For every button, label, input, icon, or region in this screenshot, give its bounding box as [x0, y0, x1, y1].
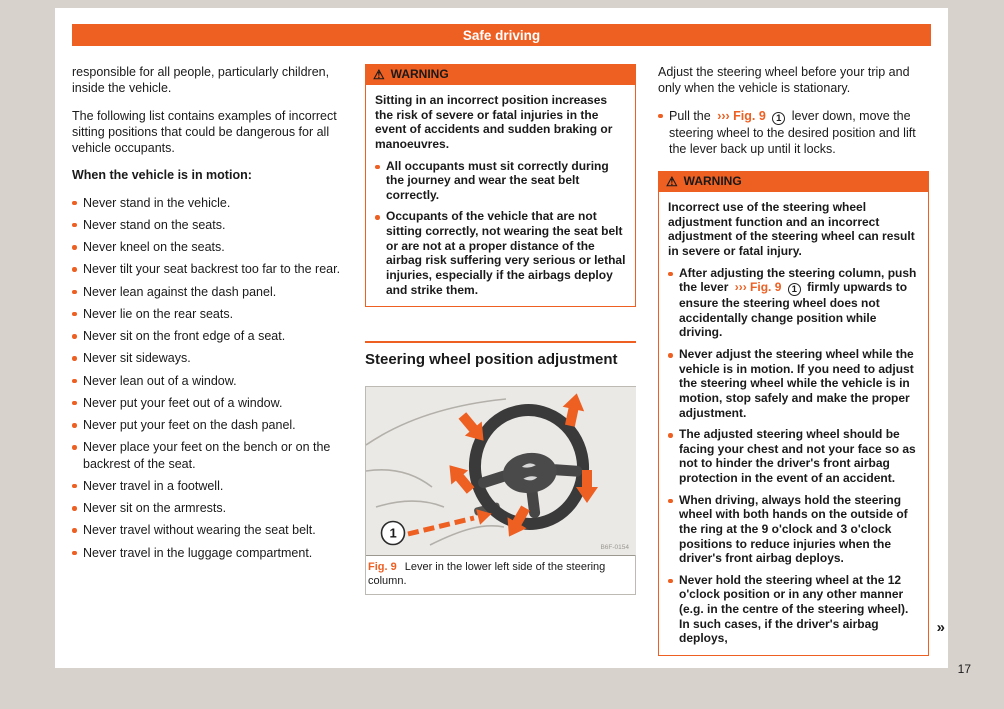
warning-body — [658, 192, 929, 656]
list-item — [72, 239, 343, 255]
figure-reference: ››› Fig. 9 — [717, 108, 766, 123]
page-number: 17 — [957, 662, 971, 676]
warning-box-steering — [658, 171, 929, 656]
list-item-text: Never tilt your seat backrest too far to the rear. — [83, 262, 341, 277]
instruction-text-pre: Pull the — [669, 108, 711, 123]
list-item-text: The adjusted steering wheel should be facing your chest and not your face so as not to hinder the driver's front airbag protection in the event of an accident. — [679, 427, 916, 485]
list-item — [72, 417, 343, 433]
callout-number: 1 — [788, 283, 801, 296]
figure-caption — [366, 555, 635, 595]
instruction-text-post: lever down, move the steering wheel to the desired position and lift the lever back up until it locks. — [669, 108, 916, 156]
list-item — [72, 350, 343, 366]
warning-paragraph: Incorrect use of the steering wheel adjustment function and an incorrect adjustment of the steering wheel can result in severe or fatal injury. — [668, 200, 915, 258]
callout-number: 1 — [772, 112, 785, 125]
list-item-text: Never travel in the luggage compartment. — [83, 545, 313, 560]
figure-marker-number: 1 — [389, 525, 397, 541]
list-item — [72, 522, 343, 538]
list-item-text: Never sit on the front edge of a seat. — [83, 329, 286, 343]
list-item-text: Never travel without wearing the seat belt. — [83, 523, 316, 538]
list-item — [72, 395, 343, 411]
list-item-text: Never lean out of a window. — [83, 373, 237, 388]
warning-paragraph: Sitting in an incorrect position increases the risk of severe or fatal injuries in the event of accidents and sudden braking or manoeuvres. — [375, 93, 613, 151]
manual-page — [55, 8, 948, 668]
pull-lever-instruction — [658, 108, 929, 158]
body-paragraph: Adjust the steering wheel before your trip and only when the vehicle is stationary. — [658, 65, 910, 96]
list-item — [72, 328, 343, 344]
list-item-text: Never place your feet on the bench or on the backrest of the seat. — [83, 440, 331, 471]
list-item-text: Never sit on the armrests. — [83, 501, 227, 515]
list-item-text: Never lie on the rear seats. — [83, 306, 234, 321]
list-item-text: Never hold the steering wheel at the 12 o'clock position or in any other manner (e.g. in the centre of the steering wheel). In such cases, if the driver's airbag deploys, — [679, 572, 909, 646]
list-item — [668, 493, 919, 566]
list-item-text: Never kneel on the seats. — [83, 240, 225, 254]
body-paragraph: responsible for all people, particularly children, inside the vehicle. — [72, 65, 330, 96]
figure-9 — [365, 386, 636, 596]
list-item-text: Never stand on the seats. — [83, 217, 226, 232]
list-item-text: Never lean against the dash panel. — [83, 284, 277, 299]
warning-header — [365, 64, 636, 85]
list-item — [72, 261, 343, 277]
list-item-text: Occupants of the vehicle that are not sitting correctly, not wearing the seat belt or are not at a proper distance of the airbag risk suffering very serious or lethal injuries, especially if the airbags deploy and strike them. — [386, 209, 626, 297]
subheading: When the vehicle is in motion: — [72, 168, 252, 183]
middle-column — [365, 64, 636, 670]
list-item — [375, 209, 626, 297]
warning-header — [658, 171, 929, 192]
list-item — [72, 373, 343, 389]
figure-caption-text: Lever in the lower left side of the steering column. — [368, 560, 606, 587]
warning-list — [375, 159, 626, 298]
warning-title: WARNING — [683, 173, 742, 188]
list-item — [668, 427, 919, 486]
figure-label: Fig. 9 — [368, 560, 397, 573]
figure-reference: ››› Fig. 9 — [734, 280, 782, 295]
content-columns — [72, 64, 931, 670]
list-item — [72, 284, 343, 300]
list-item-text: Never put your feet out of a window. — [83, 395, 283, 410]
body-paragraph: The following list contains examples of incorrect sitting positions that could be dangerous for all vehicle occupants. — [72, 108, 337, 155]
list-item-text: Never adjust the steering wheel while the vehicle is in motion. If you need to adjust the steering wheel while the vehicle is in motion, stop safely and make the proper adjustment. — [679, 347, 914, 420]
list-item — [72, 545, 343, 561]
warning-body — [365, 85, 636, 307]
warning-title: WARNING — [390, 66, 449, 81]
steering-wheel-illustration — [366, 387, 636, 555]
list-item-text: When driving, always hold the steering wheel with both hands on the outside of the ring at the 9 o'clock and 3 o'clock positions to reduce injuries when the driver's front airbag deploys. — [679, 492, 908, 566]
continuation-mark: » — [936, 619, 945, 636]
warning-box-sitting — [365, 64, 636, 307]
list-item — [72, 195, 343, 211]
right-column — [658, 64, 929, 670]
list-item — [72, 439, 343, 472]
list-item-text: All occupants must sit correctly during the journey and wear the seat belt correctly. — [386, 158, 609, 202]
left-column — [72, 64, 343, 670]
list-item — [72, 500, 343, 516]
warning-lead-bullet — [668, 266, 919, 341]
warning-text-post: firmly upwards to ensure the steering wheel does not accidentally change position while driving. — [679, 280, 908, 340]
list-item — [72, 306, 343, 322]
warning-icon: ⚠ — [373, 67, 385, 82]
section-divider — [365, 341, 636, 343]
figure-code: B6F-0154 — [600, 543, 629, 551]
list-item — [375, 159, 626, 203]
list-item — [668, 347, 919, 420]
lever-pointer-line — [408, 518, 474, 534]
warning-icon: ⚠ — [666, 174, 678, 189]
list-item-text: Never sit sideways. — [83, 351, 191, 366]
chapter-header — [72, 24, 931, 46]
list-item-text: Never travel in a footwell. — [83, 478, 224, 493]
motion-rules-list — [72, 195, 343, 561]
list-item — [72, 478, 343, 494]
list-item-text: Never put your feet on the dash panel. — [83, 418, 296, 432]
warning-text-pre: After adjusting the steering column, push the lever — [679, 265, 917, 295]
list-item — [668, 573, 919, 646]
chapter-title: Safe driving — [462, 27, 541, 43]
section-heading: Steering wheel position adjustment — [365, 351, 618, 369]
warning-list — [668, 347, 919, 646]
list-item-text: Never stand in the vehicle. — [83, 195, 231, 210]
list-item — [72, 217, 343, 233]
